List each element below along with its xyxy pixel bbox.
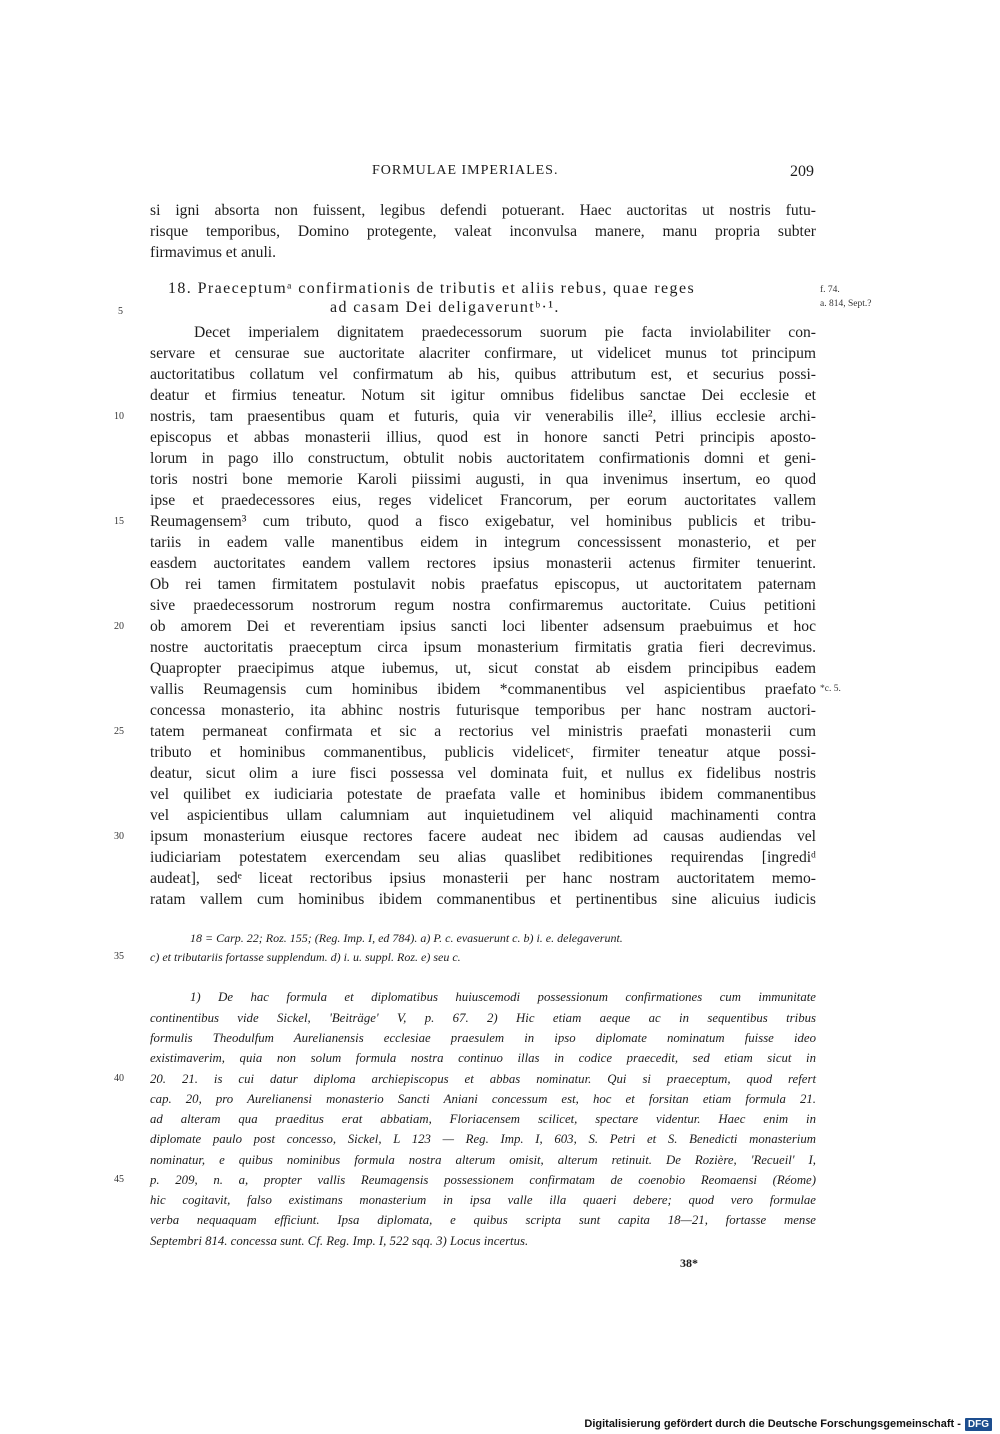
line-number: 30 — [114, 831, 124, 842]
line-number: 20 — [114, 621, 124, 632]
footnote-line: formulis Theodulfum Aurelianensis ecclesiae praesulem in ipso diplomate nominatum fuisse ideo — [150, 1031, 816, 1045]
body-line: tributo et hominibus commanentibus, publicis videlicetᶜ, firmiter teneatur atque possi- — [150, 744, 816, 761]
body-line: episcopus et abbas monasterii illius, quod est in honore sancti Petri principis aposto- — [150, 429, 816, 446]
body-line: nostre auctoritatis praeceptum circa ipsum monasterium firmitatis gratia fieri decrevimus. — [150, 639, 816, 656]
line-number: 25 — [114, 726, 124, 737]
footer-credit-text: Digitalisierung gefördert durch die Deutsche Forschungsgemeinschaft - — [584, 1418, 961, 1430]
footnote-line: continentibus vide Sickel, 'Beiträge' V, p. 67. 2) Hic etiam aeque ac in sequentibus tribus — [150, 1011, 816, 1025]
body-line: easdem auctoritates eandem vallem rectores ipsius monasterii actenus firmiter tenuerint. — [150, 555, 816, 572]
body-line: toris nostri bone memorie Karoli piissimi augusti, in qua invenimus insertum, eo quod — [150, 471, 816, 488]
footnote-line: p. 209, n. a, propter vallis Reumagensis possessionem confirmatam de coenobio Reomaensi (Réome) — [150, 1173, 816, 1187]
body-line: servare et censurae sue auctoritate alacriter confirmare, ut videlicet munus tot principum — [150, 345, 816, 362]
footnote-line: ad alteram qua praeditus erat abbatiam, Floriacensem scilicet, spectare videntur. Haec enim in — [150, 1112, 816, 1126]
digitization-credit — [584, 1416, 992, 1432]
footnote-line: Septembri 814. concessa sunt. Cf. Reg. Imp. I, 522 sqq. 3) Locus incertus. — [150, 1234, 529, 1248]
footnote-line: cap. 20, pro Aurelianensi monasterio Sancti Aniani concessum est, hoc et forsitan etiam formula 21. — [150, 1092, 816, 1106]
body-line: vel aspicientibus ullam calumniam aut inquietudinem vel aliquid machinamenti contra — [150, 807, 816, 824]
running-title: FORMULAE IMPERIALES. — [372, 163, 559, 178]
footnote-line: verba nequaquam efficiunt. Ipsa diplomata, e quibus scripta sunt capita 18—21, fortasse mense — [150, 1213, 816, 1227]
signature-mark: 38* — [680, 1256, 698, 1270]
body-line: vel quilibet ex iudiciaria potestate de praefata valle et hominibus ibidem commanentibus — [150, 786, 816, 803]
line-number: 35 — [114, 951, 124, 962]
body-line: Reumagensem³ cum tributo, quod a fisco exigebatur, vel hominibus publicis et tribu- — [150, 513, 816, 530]
section-title-line2: ad casam Dei deligaveruntᵇ·¹. — [330, 299, 560, 316]
body-line: tariis in eadem valle manentibus eidem in integrum concessissent monasterio, et per — [150, 534, 816, 551]
footnote-line: existimaverim, quia non solum formula nostra continuo illas in codice praecedit, sed etiam sicut in — [150, 1051, 816, 1065]
body-line: ipsum monasterium eiusque rectores facere audeat nec ibidem ad causas audiendas vel — [150, 828, 816, 845]
intro-line: risque temporibus, Domino protegente, valeat inconvulsa manere, manu propria subter — [150, 223, 816, 240]
body-line: deatur, sicut olim a iure fisci possessa vel dominata fuit, et nullus ex fidelibus nostris — [150, 765, 816, 782]
body-line: concessa monasterio, ita abhinc nostris futurisque temporibus per hanc nostram auctori- — [150, 702, 816, 719]
footnote-line: 20. 21. is cui datur diploma archiepiscopus et abbas nominatur. Qui si praeceptum, quod refert — [150, 1072, 816, 1086]
body-line: auctoritatibus collatum vel confirmatum ab his, quibus attributum est, et securius possi- — [150, 366, 816, 383]
body-line: audeat], sedᵉ liceat rectoribus ipsius monasterii per hanc nostram auctoritatem memo- — [150, 870, 816, 887]
body-line: nostris, tam praesentibus quam et futuris, quia vir venerabilis ille², illius ecclesie archi- — [150, 408, 816, 425]
body-line: lorum in pago illo constructum, obtulit nobis auctoritatem confirmationis domni et geni- — [150, 450, 816, 467]
margin-note-star: *c. 5. — [820, 684, 841, 694]
footnote-line: diplomate paulo post concesso, Sickel, L 123 — Reg. Imp. I, 603, S. Petri et S. Benedicti monasterium — [150, 1132, 816, 1146]
body-line: Quapropter praecipimus atque iubemus, ut, sicut constat ab eisdem principibus eadem — [150, 660, 816, 677]
apparatus-line: 18 = Carp. 22; Roz. 155; (Reg. Imp. I, ed 784). a) P. c. evasuerunt c. b) i. e. delegaverunt. — [190, 931, 623, 945]
intro-line: firmavimus et anuli. — [150, 244, 277, 261]
body-line: sive praedecessorum nostrorum regum nostra confirmaremus auctoritate. Cuius petitioni — [150, 597, 816, 614]
margin-note-date: a. 814, Sept.? — [820, 299, 872, 309]
body-line: deatur et firmius teneatur. Notum sit igitur omnibus fidelibus sanctae Dei ecclesie et — [150, 387, 816, 404]
footnote-line: nominatur, e quibus nominibus formula nostra alterum omisit, alterum retinuit. De Rozière, 'Recueil' I, — [150, 1153, 816, 1167]
body-line: tatem permaneat confirmata et sic a rectorius vel ministris praefati monasterii cum — [150, 723, 816, 740]
line-number: 10 — [114, 411, 124, 422]
body-line: vallis Reumagensis cum hominibus ibidem *commanentibus vel aspicientibus praefato — [150, 681, 816, 698]
intro-line: si igni absorta non fuissent, legibus defendi potuerant. Haec auctoritas ut nostris futu- — [150, 202, 816, 219]
margin-note-folio: f. 74. — [820, 285, 840, 295]
body-line: Decet imperialem dignitatem praedecessorum suorum pie facta inviolabiliter con- — [194, 324, 816, 341]
body-line: Ob rei tamen firmitatem postulavit nobis praefatus episcopus, ut auctoritatem paternam — [150, 576, 816, 593]
line-number: 15 — [114, 516, 124, 527]
line-number: 5 — [118, 306, 123, 317]
dfg-logo: DFG — [965, 1418, 992, 1431]
body-line: iudiciariam potestatem exercendam seu alias quaslibet redibitiones requirendas [ingrediᵈ — [150, 849, 816, 866]
footnote-line: hic cogitavit, falso existimans monasterium in ipsa valle illa quaeri debere; quod vero formulae — [150, 1193, 816, 1207]
footnote-line: 1) De hac formula et diplomatibus huiuscemodi possessionum confirmationes cum immunitate — [190, 990, 816, 1004]
body-line: ob amorem Dei et reverentiam ipsius sancti loci libenter adsensum praebuimus et hoc — [150, 618, 816, 635]
line-number: 40 — [114, 1073, 124, 1084]
body-line: ipse et praedecessores eius, reges videlicet Francorum, per eorum auctoritates vallem — [150, 492, 816, 509]
body-line: ratam vallem cum hominibus ibidem commanentibus et pertinentibus sine alicuius iudicis — [150, 891, 816, 908]
page-number: 209 — [790, 163, 814, 180]
section-title-line1: 18. Praeceptumᵃ confirmationis de tributis et aliis rebus, quae reges — [168, 280, 696, 297]
line-number: 45 — [114, 1174, 124, 1185]
apparatus-line: c) et tributariis fortasse supplendum. d) i. u. suppl. Roz. e) seu c. — [150, 950, 461, 964]
